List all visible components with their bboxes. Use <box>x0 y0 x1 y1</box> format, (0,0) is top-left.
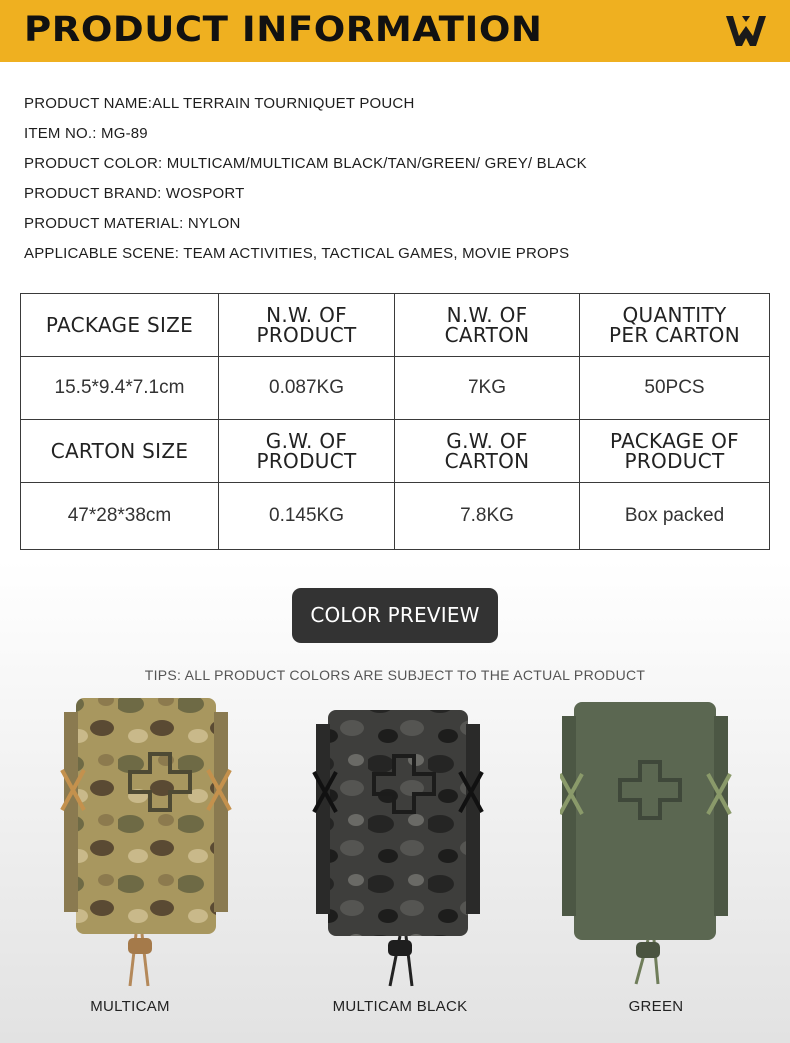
color-tips: TIPS: ALL PRODUCT COLORS ARE SUBJECT TO THE ACTUAL PRODUCT <box>144 667 646 683</box>
value-nw-carton: 7KG <box>395 357 580 420</box>
spec-product-brand: PRODUCT BRAND: WOSPORT <box>24 185 245 202</box>
value-quantity-per-carton: 50PCS <box>580 357 770 420</box>
value-gw-product: 0.145KG <box>219 483 395 550</box>
value-carton-size: 47*28*38cm <box>21 483 219 550</box>
spec-product-name: PRODUCT NAME:ALL TERRAIN TOURNIQUET POUCH <box>24 95 415 112</box>
table-row <box>21 483 770 550</box>
value-nw-product: 0.087KG <box>219 357 395 420</box>
product-multicam-black <box>308 690 498 990</box>
header-gw-carton: G.W. OF CARTON <box>395 420 580 483</box>
color-preview-button[interactable]: COLOR PREVIEW <box>292 588 498 643</box>
spec-product-material: PRODUCT MATERIAL: NYLON <box>24 215 241 232</box>
value-package-size: 15.5*9.4*7.1cm <box>21 357 219 420</box>
header-package-size: PACKAGE SIZE <box>21 294 219 357</box>
spec-list <box>24 94 764 274</box>
pouch-multicam-icon <box>58 690 248 990</box>
label-multicam: MULTICAM <box>90 998 170 1015</box>
page-title: PRODUCT INFORMATION <box>24 10 543 50</box>
header-nw-carton: N.W. OF CARTON <box>395 294 580 357</box>
table-row <box>21 294 770 357</box>
label-green: GREEN <box>628 998 684 1015</box>
spec-item-no: ITEM NO.: MG-89 <box>24 125 148 142</box>
label-multicam-black: MULTICAM BLACK <box>332 998 468 1015</box>
header-carton-size: CARTON SIZE <box>21 420 219 483</box>
product-green <box>560 690 750 990</box>
value-package-of-product: Box packed <box>580 483 770 550</box>
table-row <box>21 357 770 420</box>
wosport-w-logo-icon <box>724 12 768 50</box>
header-package-of-product: PACKAGE OF PRODUCT <box>580 420 770 483</box>
spec-product-color: PRODUCT COLOR: MULTICAM/MULTICAM BLACK/TAN/GREEN/ GREY/ BLACK <box>24 155 587 172</box>
table-row <box>21 420 770 483</box>
spec-applicable-scene: APPLICABLE SCENE: TEAM ACTIVITIES, TACTICAL GAMES, MOVIE PROPS <box>24 245 570 262</box>
spec-table <box>20 293 770 550</box>
header-nw-product: N.W. OF PRODUCT <box>219 294 395 357</box>
pouch-green-icon <box>560 690 750 990</box>
header-banner <box>0 0 790 62</box>
header-quantity-per-carton: QUANTITY PER CARTON <box>580 294 770 357</box>
value-gw-carton: 7.8KG <box>395 483 580 550</box>
product-multicam <box>58 690 248 990</box>
header-gw-product: G.W. OF PRODUCT <box>219 420 395 483</box>
pouch-multicam-black-icon <box>308 690 498 990</box>
